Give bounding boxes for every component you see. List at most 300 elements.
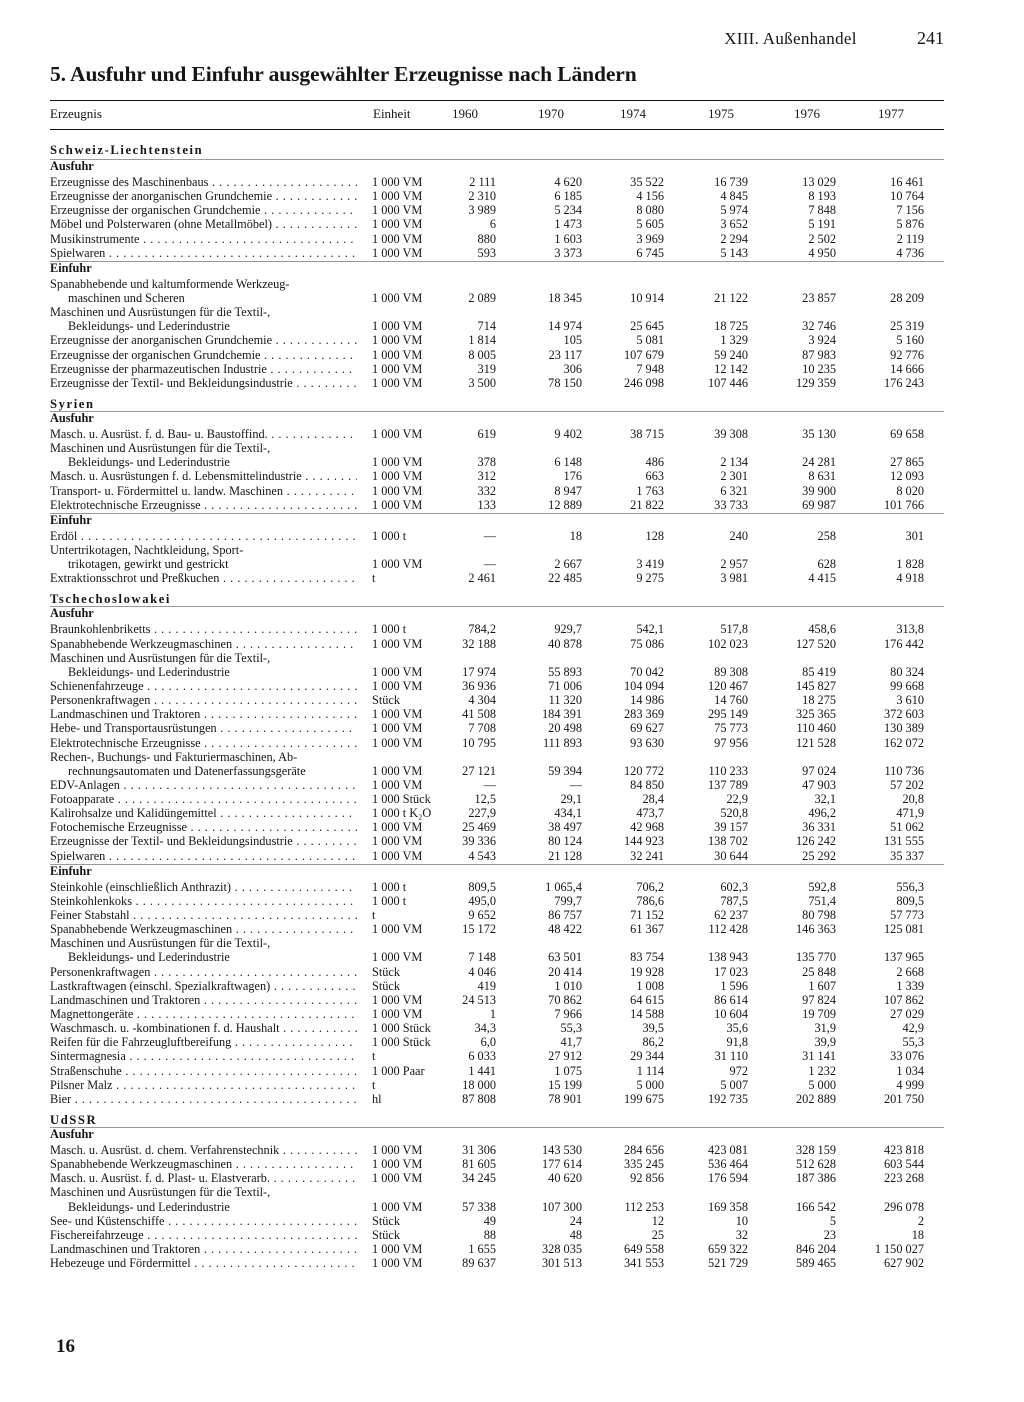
table-row-label-line (50, 1185, 944, 1199)
cell-1970: 38 497 (548, 820, 582, 835)
row-unit: 1 000 VM (372, 777, 423, 792)
cell-1974: 83 754 (630, 950, 664, 965)
row-label: Bekleidungs- und Lederindustrie (68, 950, 230, 965)
row-label: Bier . . . (50, 1092, 357, 1106)
top-rule (50, 100, 944, 101)
row-label: Erzeugnisse der organischen Grundchemie . . . (50, 348, 357, 362)
cell-1976: 589 465 (796, 1256, 836, 1271)
table-row (50, 333, 944, 347)
section-heading (50, 605, 944, 622)
row-unit: 1 000 VM (372, 455, 423, 470)
row-label: Erzeugnisse der pharmazeutischen Industrie . . . (50, 362, 357, 376)
table-row (50, 319, 944, 333)
table-row (50, 376, 944, 390)
cell-1977: 423 818 (884, 1143, 924, 1158)
cell-1977: 25 319 (890, 319, 924, 334)
cell-1970: 80 124 (548, 834, 582, 849)
cell-1970: 2 667 (554, 557, 582, 572)
cell-1970: 27 912 (548, 1049, 582, 1064)
table-row (50, 362, 944, 376)
cell-1976: 23 (823, 1227, 836, 1242)
cell-1975: 2 294 (720, 231, 748, 246)
cell-1970: 40 878 (548, 636, 582, 651)
cell-1975: 2 957 (720, 557, 748, 572)
cell-1960: 49 (483, 1213, 496, 1228)
row-unit: 1 000 VM (372, 497, 423, 512)
cell-1977: 18 (911, 1227, 924, 1242)
row-unit: t (372, 908, 376, 923)
cell-1976: 751,4 (808, 893, 836, 908)
row-label: Syrien (50, 396, 95, 411)
table-row (50, 1049, 944, 1063)
table-row (50, 979, 944, 993)
cell-1970: — (569, 777, 582, 792)
cell-1977: 42,9 (902, 1021, 924, 1036)
cell-1977: 137 965 (884, 950, 924, 965)
cell-1976: 512 628 (796, 1157, 836, 1172)
cell-1975: 30 644 (714, 848, 748, 863)
cell-1970: 5 234 (554, 203, 582, 218)
cell-1977: 35 337 (890, 848, 924, 863)
cell-1975: 972 (729, 1063, 748, 1078)
cell-1960: 87 808 (462, 1091, 496, 1106)
cell-1960: 1 (489, 1007, 496, 1022)
cell-1960: 880 (477, 231, 496, 246)
row-label: See- und Küstenschiffe . . . (50, 1214, 357, 1228)
row-unit: 1 000 t (372, 622, 407, 637)
table-title: 5. Ausfuhr und Einfuhr ausgewählter Erzeugnisse nach Ländern (50, 62, 637, 86)
row-label: Hebe- und Transportausrüstungen . . . (50, 721, 357, 735)
cell-1975: 107 446 (708, 375, 748, 390)
cell-1974: 93 630 (630, 735, 664, 750)
row-label: Maschinen und Ausrüstungen für die Textil-, (50, 650, 271, 665)
cell-1974: 663 (645, 469, 664, 484)
cell-1960: 8 005 (468, 347, 496, 362)
table-row (50, 469, 944, 483)
cell-1974: 5 081 (636, 333, 664, 348)
cell-1976: 39,9 (814, 1035, 836, 1050)
cell-1960: 593 (477, 245, 496, 260)
row-unit: 1 000 VM (372, 217, 423, 232)
table-row (50, 679, 944, 693)
cell-1970: 176 (563, 469, 582, 484)
cell-1974: 64 615 (630, 992, 664, 1007)
cell-1970: 40 620 (548, 1171, 582, 1186)
cell-1975: 536 464 (708, 1157, 748, 1172)
row-label: Erdöl . . . (50, 529, 357, 543)
cell-1970: 21 128 (548, 848, 582, 863)
cell-1975: 39 157 (714, 820, 748, 835)
row-label: Ausfuhr (50, 1127, 94, 1142)
cell-1975: 16 739 (714, 175, 748, 189)
cell-1977: 201 750 (884, 1091, 924, 1106)
cell-1970: 434,1 (554, 806, 582, 821)
cell-1975: 517,8 (720, 622, 748, 637)
cell-1975: 3 652 (720, 217, 748, 232)
row-unit: Stück (372, 693, 401, 708)
cell-1976: 628 (817, 557, 836, 572)
cell-1974: 120 772 (624, 763, 664, 778)
table-row (50, 348, 944, 362)
row-unit: 1 000 VM (372, 820, 423, 835)
cell-1970: 107 300 (542, 1199, 582, 1214)
row-label: trikotagen, gewirkt und gestrickt (68, 557, 229, 572)
cell-1975: 521 729 (708, 1256, 748, 1271)
table-row (50, 529, 944, 543)
cell-1970: 301 513 (542, 1256, 582, 1271)
cell-1960: 34,3 (474, 1021, 496, 1036)
cell-1975: 120 467 (708, 678, 748, 693)
cell-1975: 22,9 (726, 792, 748, 807)
row-label: Feiner Stabstahl . . . (50, 908, 357, 922)
table-row (50, 1157, 944, 1171)
cell-1976: 24 281 (802, 455, 836, 470)
cell-1974: 649 558 (624, 1242, 664, 1256)
row-label: Masch. u. Ausrüst. d. chem. Verfahrenstechnik . . . (50, 1143, 357, 1157)
cell-1975: 1 596 (720, 978, 748, 993)
cell-1977: 4 918 (896, 571, 924, 586)
cell-1970: 177 614 (542, 1157, 582, 1172)
table-row-label-line (50, 651, 944, 665)
cell-1974: 107 679 (624, 347, 664, 362)
cell-1975: 89 308 (714, 664, 748, 679)
table-row (50, 203, 944, 217)
row-label: Bekleidungs- und Lederindustrie (68, 1199, 230, 1214)
cell-1960: 34 245 (462, 1171, 496, 1186)
cell-1976: 13 029 (802, 175, 836, 189)
row-label: Steinkohle (einschließlich Anthrazit) . . . (50, 880, 357, 894)
cell-1960: 319 (477, 361, 496, 376)
cell-1970: 29,1 (560, 792, 582, 807)
row-label: Spanabhebende Werkzeugmaschinen . . . (50, 637, 357, 651)
row-label: Magnettongeräte . . . (50, 1007, 357, 1021)
table-row (50, 834, 944, 848)
cell-1976: 47 903 (802, 777, 836, 792)
cell-1970: 18 (569, 528, 582, 543)
row-label: Bekleidungs- und Lederindustrie (68, 664, 230, 679)
row-unit: 1 000 VM (372, 245, 423, 260)
row-label: Masch. u. Ausrüst. f. d. Bau- u. Baustoffind. . . . (50, 427, 357, 441)
row-label: Spanabhebende Werkzeugmaschinen . . . (50, 1157, 357, 1171)
row-unit: 1 000 VM (372, 922, 423, 937)
cell-1974: 542,1 (636, 622, 664, 637)
table-row (50, 894, 944, 908)
cell-1974: 71 152 (630, 908, 664, 923)
row-label: Bekleidungs- und Lederindustrie (68, 319, 230, 334)
row-unit: 1 000 VM (372, 1256, 423, 1271)
cell-1974: 92 856 (630, 1171, 664, 1186)
cell-1974: 70 042 (630, 664, 664, 679)
row-label: Spanabhebende Werkzeugmaschinen . . . (50, 922, 357, 936)
cell-1970: 328 035 (542, 1242, 582, 1256)
row-label: maschinen und Scheren (68, 290, 185, 305)
row-unit: 1 000 VM (372, 361, 423, 376)
row-label: Erzeugnisse der Textil- und Bekleidungsindustrie . . . (50, 834, 357, 848)
row-label: Spanabhebende und kaltumformende Werkzeug- (50, 276, 290, 291)
cell-1960: 2 111 (469, 175, 496, 189)
cell-1977: 33 076 (890, 1049, 924, 1064)
row-label: Personenkraftwagen . . . (50, 965, 357, 979)
cell-1960: 6 033 (468, 1049, 496, 1064)
cell-1970: 9 402 (554, 426, 582, 441)
cell-1970: 1 075 (554, 1063, 582, 1078)
table-row (50, 880, 944, 894)
cell-1974: 128 (645, 528, 664, 543)
cell-1976: 25 292 (802, 848, 836, 863)
row-unit: 1 000 VM (372, 1157, 423, 1172)
row-label: Ausfuhr (50, 606, 94, 621)
row-label: Personenkraftwagen . . . (50, 693, 357, 707)
row-label: Fischereifahrzeuge . . . (50, 1228, 357, 1242)
table-row (50, 1228, 944, 1242)
cell-1970: 184 391 (542, 707, 582, 722)
cell-1960: 15 172 (462, 922, 496, 937)
cell-1976: 10 235 (802, 361, 836, 376)
table-row (50, 1007, 944, 1021)
cell-1970: 70 862 (548, 992, 582, 1007)
cell-1975: 6 321 (720, 483, 748, 498)
cell-1974: 35 522 (630, 175, 664, 189)
header-rule (50, 129, 944, 130)
row-label: Masch. u. Ausrüst. f. d. Plast- u. Elastverarb. . . . (50, 1171, 357, 1185)
cell-1974: 7 948 (636, 361, 664, 376)
cell-1977: 20,8 (902, 792, 924, 807)
row-unit: 1 000 VM (372, 664, 423, 679)
cell-1960: 714 (477, 319, 496, 334)
cell-1960: 81 605 (462, 1157, 496, 1172)
cell-1960: 10 795 (462, 735, 496, 750)
cell-1960: 2 089 (468, 290, 496, 305)
cell-1974: 199 675 (624, 1091, 664, 1106)
country-heading (50, 390, 944, 410)
cell-1974: 10 914 (630, 290, 664, 305)
cell-1960: — (483, 528, 496, 543)
cell-1976: 129 359 (796, 375, 836, 390)
cell-1974: 486 (645, 455, 664, 470)
cell-1977: 176 442 (884, 636, 924, 651)
cell-1974: 28,4 (642, 792, 664, 807)
table-row (50, 175, 944, 189)
table-row (50, 1143, 944, 1157)
cell-1975: 3 981 (720, 571, 748, 586)
cell-1975: 62 237 (714, 908, 748, 923)
cell-1975: 21 122 (714, 290, 748, 305)
row-unit: 1 000 VM (372, 721, 423, 736)
cell-1976: 1 607 (808, 978, 836, 993)
table-row (50, 965, 944, 979)
cell-1974: 32 241 (630, 848, 664, 863)
row-unit: 1 000 t (372, 893, 407, 908)
table-row-label-line (50, 543, 944, 557)
cell-1974: 14 588 (630, 1007, 664, 1022)
cell-1976: 135 770 (796, 950, 836, 965)
row-label: Tschechoslowakei (50, 592, 171, 607)
row-unit: 1 000 VM (372, 848, 423, 863)
cell-1975: 10 (735, 1213, 748, 1228)
cell-1976: 121 528 (796, 735, 836, 750)
row-label: Kalirohsalze und Kalidüngemittel . . . (50, 806, 357, 820)
cell-1977: 1 034 (896, 1063, 924, 1078)
cell-1977: 101 766 (884, 497, 924, 512)
cell-1975: 787,5 (720, 893, 748, 908)
cell-1975: 659 322 (708, 1242, 748, 1256)
row-label: Waschmasch. u. -kombinationen f. d. Haushalt . . . (50, 1021, 357, 1035)
row-label: Braunkohlenbriketts . . . (50, 622, 357, 636)
cell-1975: 75 773 (714, 721, 748, 736)
row-unit: 1 000 VM (372, 1199, 423, 1214)
row-unit: 1 000 VM (372, 426, 423, 441)
running-header (724, 28, 944, 49)
cell-1970: 799,7 (554, 893, 582, 908)
cell-1975: 137 789 (708, 777, 748, 792)
row-label: Erzeugnisse des Maschinenbaus . . . (50, 175, 357, 189)
cell-1974: 69 627 (630, 721, 664, 736)
cell-1976: 8 193 (808, 189, 836, 204)
cell-1975: 12 142 (714, 361, 748, 376)
cell-1975: 295 149 (708, 707, 748, 722)
row-unit: 1 000 VM (372, 319, 423, 334)
cell-1977: 69 658 (890, 426, 924, 441)
row-unit: Stück (372, 1227, 401, 1242)
cell-1960: 3 989 (468, 203, 496, 218)
cell-1974: 25 645 (630, 319, 664, 334)
cell-1977: 51 062 (890, 820, 924, 835)
cell-1976: 3 924 (808, 333, 836, 348)
row-label: Fotoapparate . . . (50, 792, 357, 806)
cell-1976: 39 900 (802, 483, 836, 498)
cell-1970: 6 148 (554, 455, 582, 470)
row-label: Straßenschuhe . . . (50, 1064, 357, 1078)
cell-1960: 1 441 (468, 1063, 496, 1078)
row-unit: 1 000 VM (372, 1242, 423, 1256)
cell-1960: 17 974 (462, 664, 496, 679)
cell-1977: 5 876 (896, 217, 924, 232)
cell-1976: 325 365 (796, 707, 836, 722)
row-label: rechnungsautomaten und Datenerfassungsgeräte (68, 763, 306, 778)
cell-1960: 133 (477, 497, 496, 512)
cell-1970: 306 (563, 361, 582, 376)
cell-1974: 246 098 (624, 375, 664, 390)
row-unit: t (372, 571, 376, 586)
cell-1970: 143 530 (542, 1143, 582, 1158)
cell-1975: 5 143 (720, 245, 748, 260)
cell-1970: 15 199 (548, 1077, 582, 1092)
data-table (50, 142, 944, 1270)
cell-1960: 18 000 (462, 1077, 496, 1092)
cell-1976: 145 827 (796, 678, 836, 693)
cell-1976: 31 141 (802, 1049, 836, 1064)
cell-1977: 130 389 (884, 721, 924, 736)
cell-1975: 5 974 (720, 203, 748, 218)
row-unit: 1 000 VM (372, 483, 423, 498)
country-heading (50, 1106, 944, 1126)
cell-1970: 18 345 (548, 290, 582, 305)
cell-1974: 39,5 (642, 1021, 664, 1036)
cell-1977: 296 078 (884, 1199, 924, 1214)
cell-1974: 25 (651, 1227, 664, 1242)
cell-1976: 97 824 (802, 992, 836, 1007)
table-row (50, 721, 944, 735)
row-label: Hebezeuge und Fördermittel . . . (50, 1256, 357, 1270)
row-unit: 1 000 Paar (372, 1063, 425, 1078)
cell-1976: 4 950 (808, 245, 836, 260)
cell-1974: 104 094 (624, 678, 664, 693)
cell-1977: 131 555 (884, 834, 924, 849)
table-row (50, 1092, 944, 1106)
cell-1976: 36 331 (802, 820, 836, 835)
cell-1977: 10 764 (890, 189, 924, 204)
cell-1976: 85 419 (802, 664, 836, 679)
cell-1975: 14 760 (714, 693, 748, 708)
cell-1970: 929,7 (554, 622, 582, 637)
cell-1975: 18 725 (714, 319, 748, 334)
cell-1975: 4 845 (720, 189, 748, 204)
cell-1970: 111 893 (542, 735, 582, 750)
cell-1974: 21 822 (630, 497, 664, 512)
cell-1960: 1 814 (468, 333, 496, 348)
cell-1960: 89 637 (462, 1256, 496, 1271)
cell-1975: 112 428 (708, 922, 748, 937)
cell-1976: 4 415 (808, 571, 836, 586)
cell-1977: 2 119 (896, 231, 924, 246)
cell-1976: 5 (829, 1213, 836, 1228)
cell-1970: 78 150 (548, 375, 582, 390)
cell-1976: 592,8 (808, 879, 836, 894)
cell-1960: 784,2 (468, 622, 496, 637)
cell-1975: 176 594 (708, 1171, 748, 1186)
section-heading (50, 158, 944, 175)
cell-1976: 18 275 (802, 693, 836, 708)
table-row (50, 736, 944, 750)
cell-1960: 88 (483, 1227, 496, 1242)
cell-1977: 301 (905, 528, 924, 543)
cell-1960: 312 (477, 469, 496, 484)
table-row (50, 707, 944, 721)
row-unit: Stück (372, 1213, 401, 1228)
row-label: Einfuhr (50, 512, 92, 527)
cell-1975: 33 733 (714, 497, 748, 512)
cell-1960: 27 121 (462, 763, 496, 778)
cell-1960: 7 708 (468, 721, 496, 736)
row-label: Bekleidungs- und Lederindustrie (68, 455, 230, 470)
row-unit: 1 000 VM (372, 636, 423, 651)
cell-1974: 786,6 (636, 893, 664, 908)
cell-1970: 20 414 (548, 964, 582, 979)
cell-1976: 328 159 (796, 1143, 836, 1158)
cell-1977: 12 093 (890, 469, 924, 484)
row-unit: 1 000 t K₂O (372, 806, 432, 821)
cell-1975: 138 702 (708, 834, 748, 849)
cell-1960: 1 655 (468, 1242, 496, 1256)
cell-1976: 458,6 (808, 622, 836, 637)
table-row (50, 1200, 944, 1214)
cell-1977: 99 668 (890, 678, 924, 693)
cell-1977: 162 072 (884, 735, 924, 750)
cell-1960: 619 (477, 426, 496, 441)
cell-1974: 706,2 (636, 879, 664, 894)
row-label: Rechen-, Buchungs- und Fakturiermaschinen, Ab- (50, 749, 298, 764)
row-label: Einfuhr (50, 260, 92, 275)
cell-1976: 846 204 (796, 1242, 836, 1256)
cell-1960: 31 306 (462, 1143, 496, 1158)
cell-1970: 8 947 (554, 483, 582, 498)
cell-1977: 471,9 (896, 806, 924, 821)
table-row (50, 922, 944, 936)
table-row (50, 849, 944, 863)
cell-1976: 5 000 (808, 1077, 836, 1092)
cell-1977: 57 773 (890, 908, 924, 923)
table-row (50, 1078, 944, 1092)
